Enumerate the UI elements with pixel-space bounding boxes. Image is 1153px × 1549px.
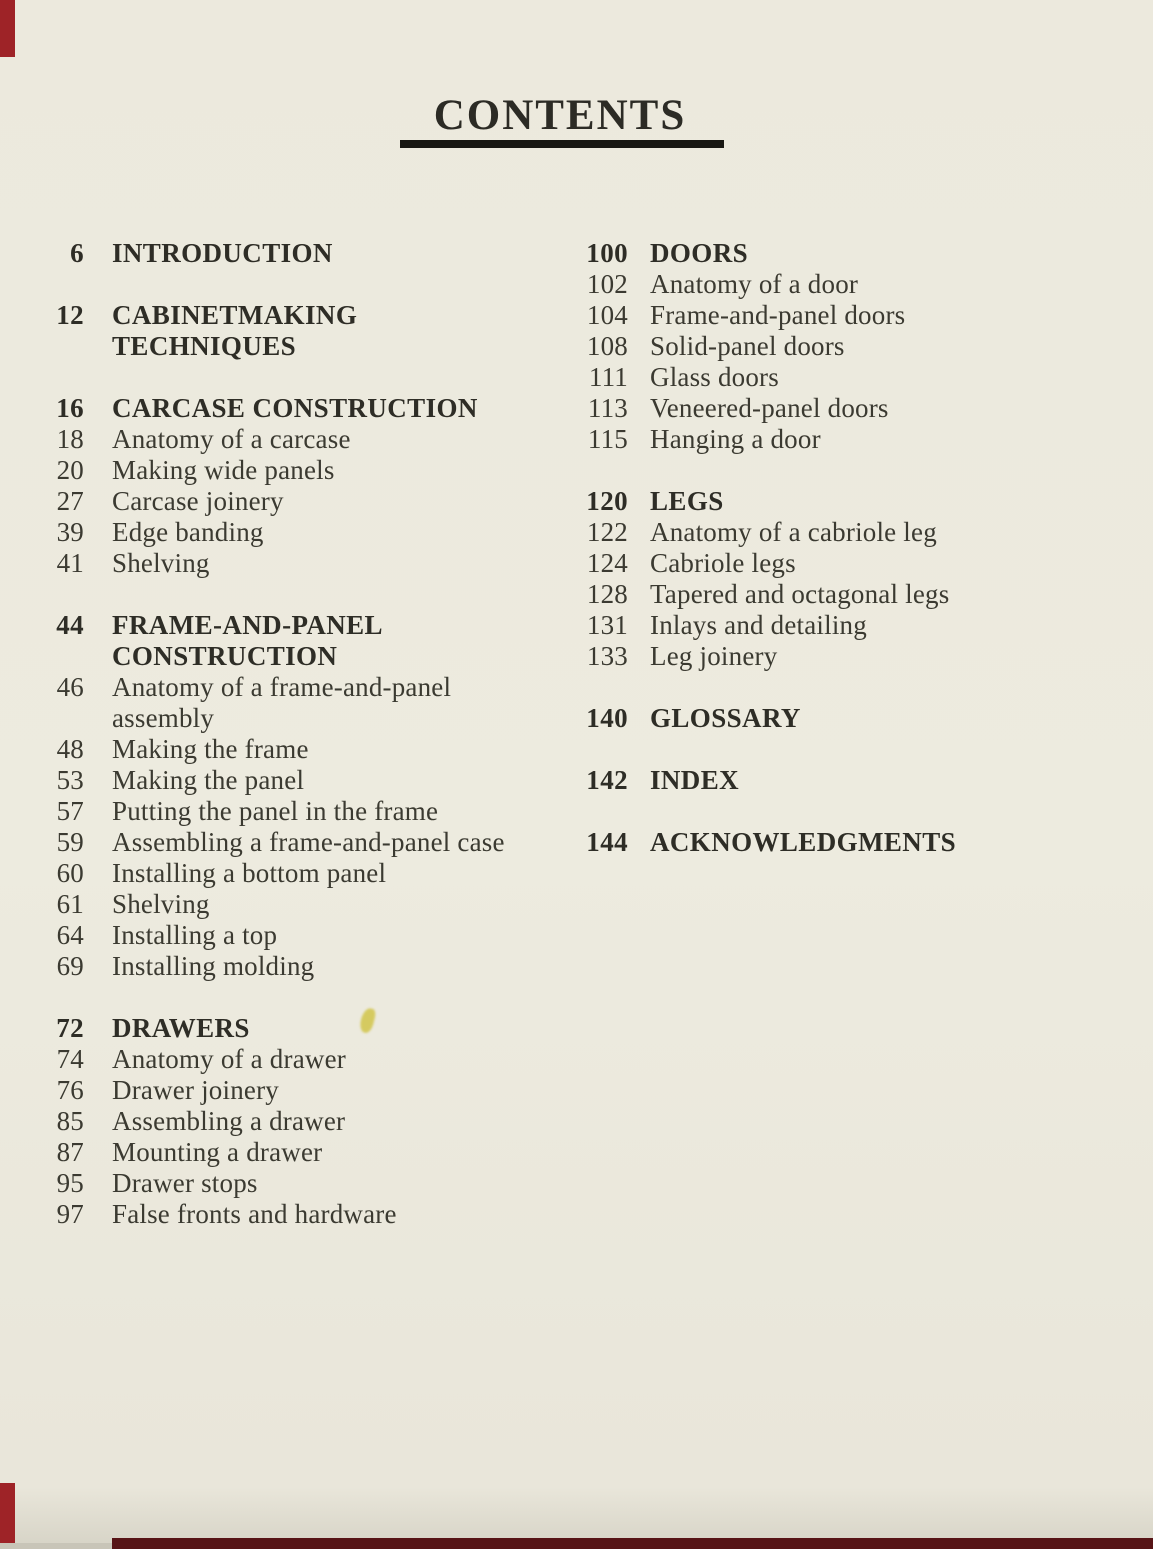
toc-entry	[30, 455, 510, 486]
toc-group	[30, 610, 510, 982]
toc-entry-page-number: 113	[587, 393, 628, 423]
red-edge-mark-top-left	[0, 0, 15, 57]
toc-entry	[30, 858, 510, 889]
toc-entry	[30, 920, 510, 951]
toc-entry	[30, 734, 510, 765]
toc-entry-title: Solid-panel doors	[650, 331, 845, 361]
toc-entry-title: Anatomy of a cabriole leg	[650, 517, 937, 547]
toc-entry	[560, 486, 1065, 517]
toc-entry-title: Making the frame	[112, 734, 309, 764]
toc-entry-page-number: 131	[586, 610, 628, 640]
toc-entry-page-number: 111	[588, 362, 628, 392]
toc-entry-page-number: 60	[56, 858, 84, 888]
toc-entry	[30, 610, 510, 672]
toc-entry-title: Installing a top	[112, 920, 278, 950]
toc-entry-page-number: 95	[56, 1168, 84, 1198]
toc-entry-page-number: 108	[586, 331, 628, 361]
toc-entry-title: Anatomy of a door	[650, 269, 859, 299]
toc-entry-title: Glass doors	[650, 362, 779, 392]
toc-group	[560, 238, 1065, 455]
toc-entry	[560, 827, 1065, 858]
toc-group	[560, 765, 1065, 796]
toc-entry-page-number: 124	[586, 548, 628, 578]
toc-entry-page-number: 16	[56, 393, 84, 423]
toc-entry-page-number: 128	[586, 579, 628, 609]
toc-entry-page-number: 104	[586, 300, 628, 330]
red-edge-mark-bottom-left	[0, 1483, 15, 1549]
toc-entry	[560, 362, 1065, 393]
toc-entry-title: CARCASE CONSTRUCTION	[112, 393, 478, 423]
toc-entry	[560, 765, 1065, 796]
toc-entry-title: Anatomy of a carcase	[112, 424, 351, 454]
toc-group	[560, 486, 1065, 672]
toc-entry	[560, 424, 1065, 455]
toc-entry-title: Cabriole legs	[650, 548, 796, 578]
toc-entry	[30, 1137, 510, 1168]
toc-entry	[30, 486, 510, 517]
toc-entry-title: Assembling a drawer	[112, 1106, 346, 1136]
toc-entry-page-number: 53	[56, 765, 84, 795]
toc-entry-title: Anatomy of a frame-and-panel assembly	[112, 672, 452, 733]
title-rule-thick-segment	[400, 140, 724, 148]
toc-entry	[30, 1044, 510, 1075]
toc-entry-page-number: 64	[56, 920, 84, 950]
toc-entry-page-number: 97	[56, 1199, 84, 1229]
toc-group	[30, 238, 510, 269]
toc-entry	[560, 238, 1065, 269]
toc-entry	[30, 827, 510, 858]
toc-entry-title: Shelving	[112, 548, 210, 578]
toc-column-left	[30, 238, 510, 1261]
toc-entry-title: INDEX	[650, 765, 740, 795]
toc-entry	[30, 548, 510, 579]
toc-entry-title: Tapered and octagonal legs	[650, 579, 950, 609]
toc-group	[30, 300, 510, 362]
toc-entry-page-number: 46	[56, 672, 84, 702]
toc-entry-title: CABINETMAKING TECHNIQUES	[112, 300, 358, 361]
toc-entry	[30, 889, 510, 920]
toc-entry-page-number: 87	[56, 1137, 84, 1167]
toc-entry-title: Drawer joinery	[112, 1075, 279, 1105]
toc-entry-page-number: 74	[56, 1044, 84, 1074]
toc-entry-title: DOORS	[650, 238, 749, 268]
toc-entry-page-number: 142	[586, 765, 628, 795]
toc-entry-page-number: 57	[56, 796, 84, 826]
toc-entry-page-number: 140	[586, 703, 628, 733]
book-cover-bottom-bar	[112, 1538, 1153, 1549]
toc-entry	[30, 796, 510, 827]
toc-entry-page-number: 6	[70, 238, 84, 268]
toc-entry-page-number: 69	[56, 951, 84, 981]
toc-entry	[30, 1168, 510, 1199]
toc-entry-title: Drawer stops	[112, 1168, 258, 1198]
toc-entry	[560, 300, 1065, 331]
toc-entry-page-number: 72	[56, 1013, 84, 1043]
toc-entry-page-number: 27	[56, 486, 84, 516]
toc-entry-title: Shelving	[112, 889, 210, 919]
toc-entry	[560, 579, 1065, 610]
toc-group	[560, 827, 1065, 858]
toc-entry	[30, 424, 510, 455]
toc-entry	[30, 300, 510, 362]
toc-entry	[30, 672, 510, 734]
toc-entry-page-number: 61	[56, 889, 84, 919]
toc-entry-page-number: 12	[56, 300, 84, 330]
toc-entry-title: DRAWERS	[112, 1013, 250, 1043]
toc-entry-page-number: 102	[586, 269, 628, 299]
toc-entry-title: LEGS	[650, 486, 724, 516]
toc-entry-page-number: 144	[586, 827, 628, 857]
toc-group	[560, 703, 1065, 734]
toc-entry	[30, 951, 510, 982]
toc-entry-title: GLOSSARY	[650, 703, 801, 733]
page-title: CONTENTS	[433, 91, 687, 139]
toc-entry	[560, 269, 1065, 300]
toc-entry-title: Assembling a frame-and-panel case	[112, 827, 505, 857]
toc-entry-title: Installing a bottom panel	[112, 858, 387, 888]
toc-entry-title: INTRODUCTION	[112, 238, 333, 268]
toc-entry	[560, 703, 1065, 734]
toc-entry-title: Carcase joinery	[112, 486, 284, 516]
toc-entry-page-number: 115	[587, 424, 628, 454]
toc-entry-title: FRAME-AND-PANEL CONSTRUCTION	[112, 610, 382, 671]
toc-entry-title: Frame-and-panel doors	[650, 300, 906, 330]
toc-entry-title: Mounting a drawer	[112, 1137, 323, 1167]
toc-entry-page-number: 76	[56, 1075, 84, 1105]
toc-entry-page-number: 85	[56, 1106, 84, 1136]
toc-entry	[30, 1075, 510, 1106]
toc-entry	[560, 393, 1065, 424]
toc-entry-page-number: 133	[586, 641, 628, 671]
toc-entry-page-number: 44	[56, 610, 84, 640]
toc-entry	[30, 517, 510, 548]
toc-entry-title: Hanging a door	[650, 424, 821, 454]
toc-entry-page-number: 122	[586, 517, 628, 547]
toc-entry-page-number: 59	[56, 827, 84, 857]
toc-entry-title: False fronts and hardware	[112, 1199, 397, 1229]
toc-group	[30, 393, 510, 579]
toc-entry-title: Making wide panels	[112, 455, 335, 485]
toc-entry	[560, 610, 1065, 641]
toc-entry	[560, 548, 1065, 579]
toc-entry-title: ACKNOWLEDGMENTS	[650, 827, 957, 857]
toc-entry-page-number: 120	[586, 486, 628, 516]
toc-entry	[30, 1106, 510, 1137]
toc-entry	[30, 1199, 510, 1230]
toc-entry-title: Making the panel	[112, 765, 305, 795]
toc-entry	[30, 1013, 510, 1044]
toc-entry-page-number: 20	[56, 455, 84, 485]
toc-entry-title: Anatomy of a drawer	[112, 1044, 346, 1074]
toc-entry-title: Edge banding	[112, 517, 264, 547]
toc-entry-page-number: 41	[56, 548, 84, 578]
toc-column-right	[560, 238, 1065, 889]
toc-entry	[30, 238, 510, 269]
toc-entry-title: Veneered-panel doors	[650, 393, 889, 423]
toc-entry	[560, 641, 1065, 672]
toc-entry-title: Inlays and detailing	[650, 610, 867, 640]
toc-entry-page-number: 100	[586, 238, 628, 268]
toc-entry	[30, 765, 510, 796]
toc-entry	[560, 517, 1065, 548]
toc-entry-title: Putting the panel in the frame	[112, 796, 439, 826]
toc-entry-page-number: 18	[56, 424, 84, 454]
toc-entry	[30, 393, 510, 424]
toc-entry-page-number: 48	[56, 734, 84, 764]
toc-group	[30, 1013, 510, 1230]
title-rule	[55, 143, 1078, 146]
toc-entry	[560, 331, 1065, 362]
toc-entry-title: Leg joinery	[650, 641, 778, 671]
toc-entry-title: Installing molding	[112, 951, 315, 981]
toc-entry-page-number: 39	[56, 517, 84, 547]
